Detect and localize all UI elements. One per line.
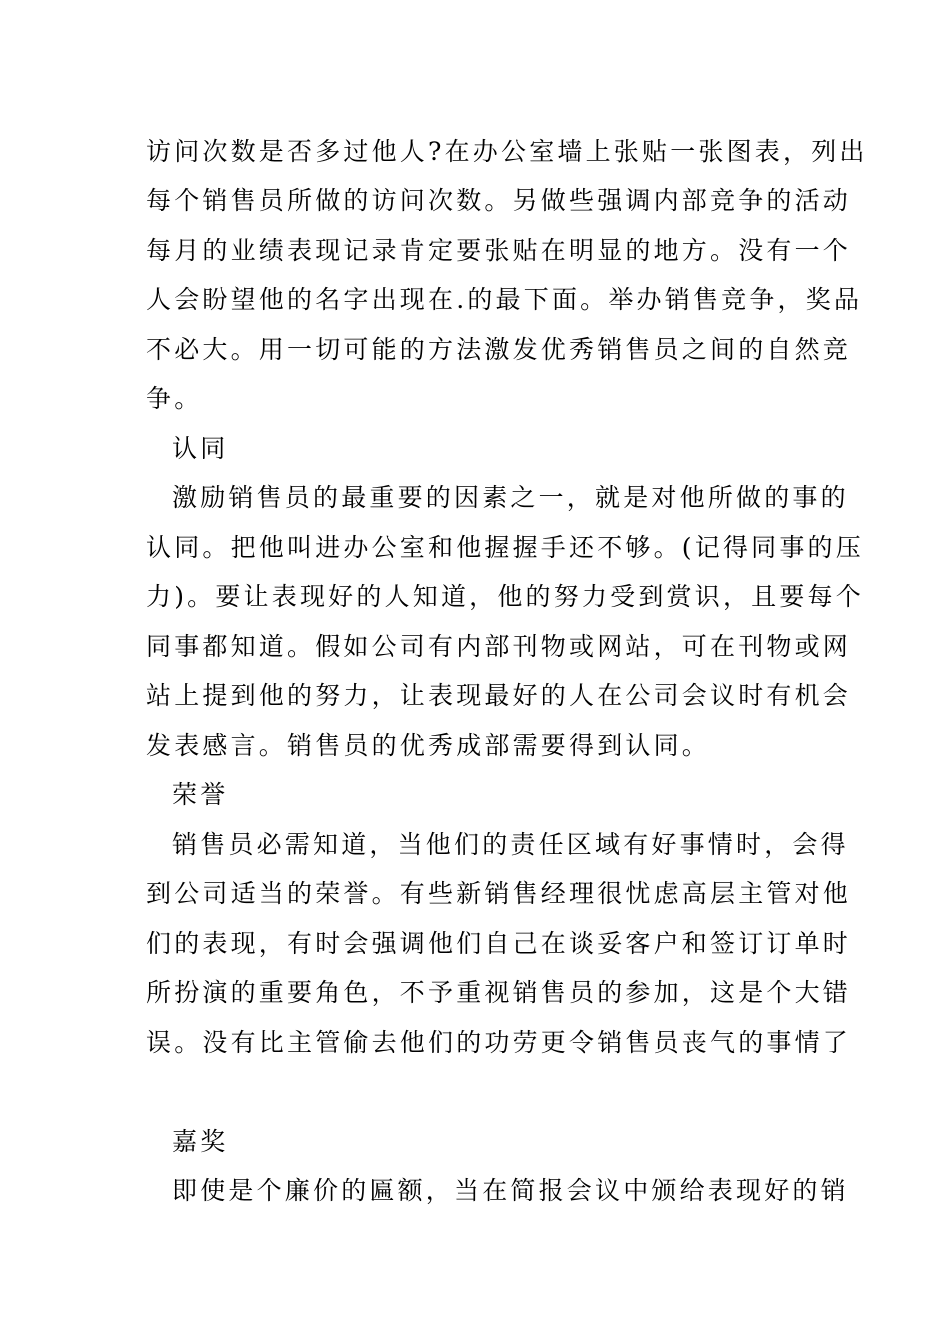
paragraph-line: 认同。把他叫进办公室和他握握手还不够。(记得同事的压	[146, 533, 864, 562]
paragraph-line: 到公司适当的荣誉。有些新销售经理很忧虑高层主管对他	[146, 879, 852, 908]
paragraph-line: 发表感言。销售员的优秀成部需要得到认同。	[146, 731, 711, 760]
paragraph-line: 同事都知道。假如公司有内部刊物或网站，可在刊物或网	[146, 632, 852, 661]
paragraph-line: 销售员必需知道，当他们的责任区域有好事情时，会得	[172, 830, 849, 859]
section-heading: 嘉奖	[172, 1127, 229, 1156]
paragraph-line: 每个销售员所做的访问次数。另做些强调内部竞争的活动	[146, 186, 852, 215]
paragraph-line: 访问次数是否多过他人?在办公室墙上张贴一张图表，列出	[146, 137, 868, 166]
paragraph-line: 力)。要让表现好的人知道，他的努力受到赏识，且要每个	[146, 582, 864, 611]
paragraph-line: 每月的业绩表现记录肯定要张贴在明显的地方。没有一个	[146, 236, 852, 265]
section-heading: 认同	[172, 434, 229, 463]
paragraph-line: 误。没有比主管偷去他们的功劳更令销售员丧气的事情了	[146, 1028, 852, 1057]
paragraph-line: 激励销售员的最重要的因素之一，就是对他所做的事的	[172, 483, 849, 512]
paragraph-line: 们的表现，有时会强调他们自己在谈妥客户和签订订单时	[146, 929, 852, 958]
paragraph-line: 站上提到他的努力，让表现最好的人在公司会议时有机会	[146, 681, 852, 710]
section-heading: 荣誉	[172, 780, 229, 809]
paragraph-line: 不必大。用一切可能的方法激发优秀销售员之间的自然竞	[146, 335, 852, 364]
paragraph-line: 即使是个廉价的匾额，当在简报会议中颁给表现好的销	[172, 1176, 849, 1205]
paragraph-line: 争。	[146, 384, 203, 413]
paragraph-line: 所扮演的重要角色，不予重视销售员的参加，这是个大错	[146, 978, 852, 1007]
paragraph-line: 人会盼望他的名字出现在.的最下面。举办销售竞争，奖品	[146, 285, 863, 314]
